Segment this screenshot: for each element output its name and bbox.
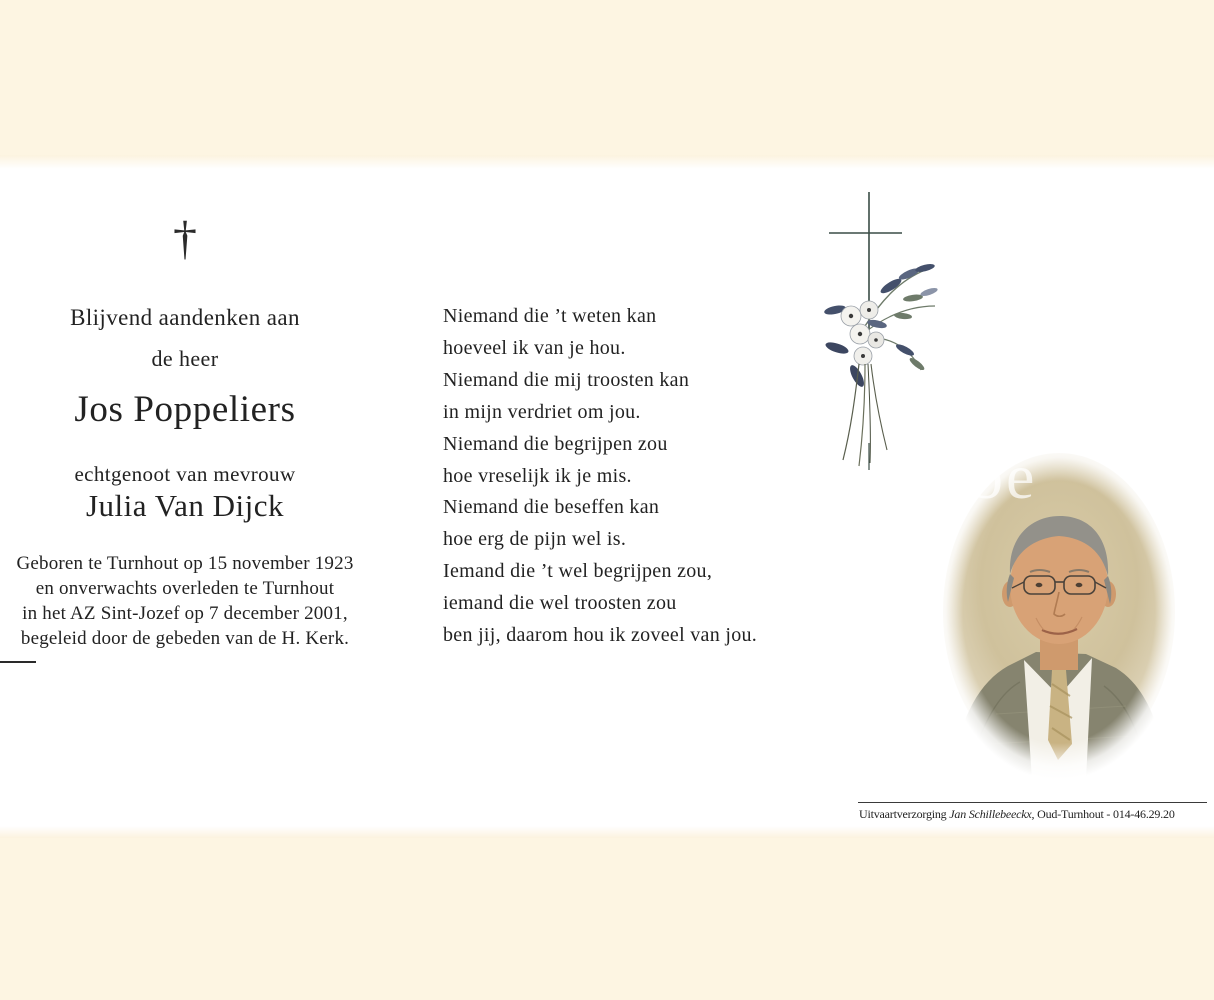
footer-rule: [858, 802, 1207, 803]
spouse-name: Julia Van Dijck: [85, 488, 285, 523]
life-details: [0, 551, 370, 651]
poem-line: Niemand die beseffen kan: [443, 496, 660, 519]
birth-line: Geboren te Turnhout op 15 november 1923: [16, 553, 354, 574]
poem-line: ben jij, daarom hou ik zoveel van jou.: [443, 624, 758, 647]
poem-line: iemand die wel troosten zou: [443, 592, 677, 615]
memorial-intro: Blijvend aandenken aan: [70, 305, 300, 330]
church-line: begeleid door de gebeden van de H. Kerk.: [20, 628, 350, 649]
cross-with-flowers-icon: [813, 188, 953, 473]
death-line-2: in het AZ Sint-Jozef op 7 december 2001,: [22, 603, 348, 624]
divider-line: [0, 661, 36, 663]
portrait-photo: [936, 441, 1182, 780]
poem-block: [443, 301, 757, 652]
memorial-card: [0, 155, 1214, 838]
funeral-home-credit: [859, 807, 1211, 822]
poem-line: hoeveel ik van je hou.: [443, 336, 626, 359]
watermark-text: .be: [952, 441, 1038, 512]
funeral-director-name: Jan Schillebeeckx,: [949, 807, 1035, 821]
spouse-intro: echtgenoot van mevrouw: [74, 462, 296, 486]
poem-line: in mijn verdriet om jou.: [443, 400, 641, 423]
funeral-service-prefix: Uitvaartverzorging: [859, 807, 947, 821]
poem-line: Iemand die ’t wel begrijpen zou,: [443, 560, 713, 583]
funeral-location-phone: Oud-Turnhout - 014-46.29.20: [1037, 807, 1175, 821]
poem-line: hoe vreselijk ik je mis.: [443, 464, 632, 487]
memorial-text-block: [0, 155, 370, 838]
poem-line: hoe erg de pijn wel is.: [443, 528, 627, 551]
honorific: de heer: [151, 346, 219, 371]
cross-dagger-icon: †: [173, 212, 197, 265]
poem-line: Niemand die ’t weten kan: [443, 305, 657, 327]
poem-line: Niemand die begrijpen zou: [443, 432, 668, 455]
deceased-name: Jos Poppeliers: [74, 389, 296, 430]
poem-line: Niemand die mij troosten kan: [443, 368, 690, 391]
death-line-1: en onverwachts overleden te Turnhout: [35, 578, 335, 599]
